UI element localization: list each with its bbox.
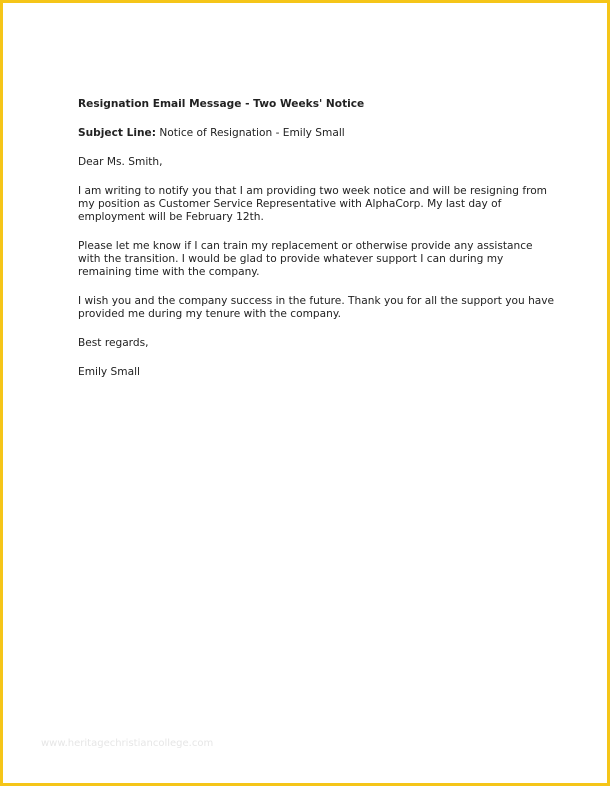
subject-label: Subject Line: bbox=[78, 127, 156, 139]
closing: Best regards, bbox=[78, 337, 149, 349]
subject-value: Notice of Resignation - Emily Small bbox=[155, 127, 345, 139]
paragraph-assistance: Please let me know if I can train my replacement or otherwise provide any assistance with the transition. I would be glad to provide whatever support I can during my remaining time with the company. bbox=[78, 240, 533, 278]
signature: Emily Small bbox=[78, 366, 140, 378]
watermark: www.heritagechristiancollege.com bbox=[41, 738, 214, 749]
paragraph-notice: I am writing to notify you that I am providing two week notice and will be resigning from my position as Customer Service Representative with AlphaCorp. My last day of employment will be February 12th. bbox=[78, 185, 547, 223]
paragraph-thanks: I wish you and the company success in the future. Thank you for all the support you have provided me during my tenure with the company. bbox=[78, 295, 555, 320]
salutation: Dear Ms. Smith, bbox=[78, 156, 163, 168]
letter-body bbox=[78, 98, 558, 395]
subject-line bbox=[78, 127, 558, 140]
document-title: Resignation Email Message - Two Weeks' Notice bbox=[78, 98, 365, 110]
